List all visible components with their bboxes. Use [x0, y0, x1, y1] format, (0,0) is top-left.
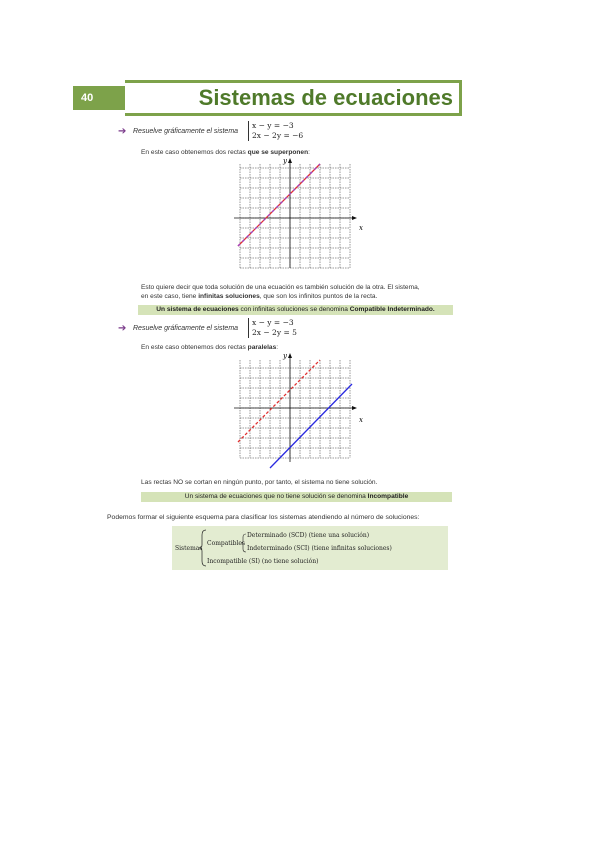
header-frame	[125, 80, 462, 116]
y-axis-arrow-icon	[288, 353, 292, 358]
example1-conclusion	[141, 283, 420, 301]
graph-grid	[240, 164, 350, 268]
conclusion-suffix: , que son los infinitos puntos de la recta.	[259, 293, 378, 300]
scheme-indetermined: Indeterminado (SCI) (tiene infinitas soluciones)	[247, 545, 392, 552]
definition-incompatible	[141, 492, 452, 502]
page-title: Sistemas de ecuaciones	[198, 85, 453, 110]
x-axis-label: x	[359, 416, 363, 424]
example2-eq1: x − y = −3	[252, 318, 294, 327]
example1-eq1: x − y = −3	[252, 121, 294, 130]
example2-eq2: 2x − 2y = 5	[252, 328, 297, 337]
scheme-incompatible: Incompatible (SI) (no tiene solución)	[207, 558, 319, 565]
x-axis-arrow-icon	[352, 406, 357, 410]
scheme-compatible: Compatibles	[207, 540, 246, 547]
example1-system	[248, 121, 303, 141]
y-axis-label: y	[283, 352, 287, 360]
definition-compatible-indeterminado	[138, 305, 453, 315]
line-blue	[270, 384, 352, 468]
classification-scheme	[172, 526, 448, 570]
definition-prefix: Un sistema de ecuaciones que no tiene solución se denomina	[184, 493, 368, 500]
conclusion-prefix: en este caso, tiene	[141, 293, 199, 300]
graph-parallel	[228, 350, 368, 472]
y-axis-label: y	[283, 157, 287, 165]
scheme-determined: Determinado (SCD) (tiene una solución)	[247, 532, 370, 539]
x-axis-label: x	[359, 224, 363, 232]
arrow-bullet-icon: ➔	[118, 126, 127, 137]
conclusion-line1: Esto quiere decir que toda solución de una ecuación es también solución de la otra. El sistema,	[141, 284, 420, 291]
example2-instruction: Resuelve gráficamente el sistema	[133, 325, 239, 332]
intro-bold: que se superponen	[247, 149, 309, 156]
intro-bold: paralelas	[247, 344, 277, 351]
x-axis-arrow-icon	[352, 216, 357, 220]
definition-bold: Incompatible	[367, 493, 409, 500]
example1-instruction: Resuelve gráficamente el sistema	[133, 128, 239, 135]
page-number: 40	[73, 86, 125, 110]
definition-bold: Compatible Indeterminado.	[349, 306, 435, 313]
intro-suffix: :	[276, 344, 279, 351]
conclusion-line2	[141, 292, 420, 301]
scheme-root: Sistemas	[175, 545, 203, 552]
definition-prefix: Un sistema de ecuaciones	[156, 306, 239, 313]
intro-text: En este caso obtenemos dos rectas	[141, 149, 248, 156]
example1-eq2: 2x − 2y = −6	[252, 131, 304, 140]
arrow-bullet-icon: ➔	[118, 323, 127, 334]
scheme-intro: Podemos formar el siguiente esquema para clasificar los sistemas atendiendo al número de soluciones:	[107, 514, 420, 521]
intro-suffix: :	[308, 149, 310, 156]
y-axis-arrow-icon	[288, 158, 292, 163]
example2-conclusion: Las rectas NO se cortan en ningún punto, por tanto, el sistema no tiene solución.	[141, 479, 378, 486]
example2-system	[248, 318, 297, 338]
definition-middle: con infinitas soluciones se denomina	[238, 306, 350, 313]
page-header	[73, 80, 459, 114]
graph-coincident	[228, 156, 368, 278]
intro-text: En este caso obtenemos dos rectas	[141, 344, 248, 351]
conclusion-bold: infinitas soluciones	[198, 293, 260, 300]
